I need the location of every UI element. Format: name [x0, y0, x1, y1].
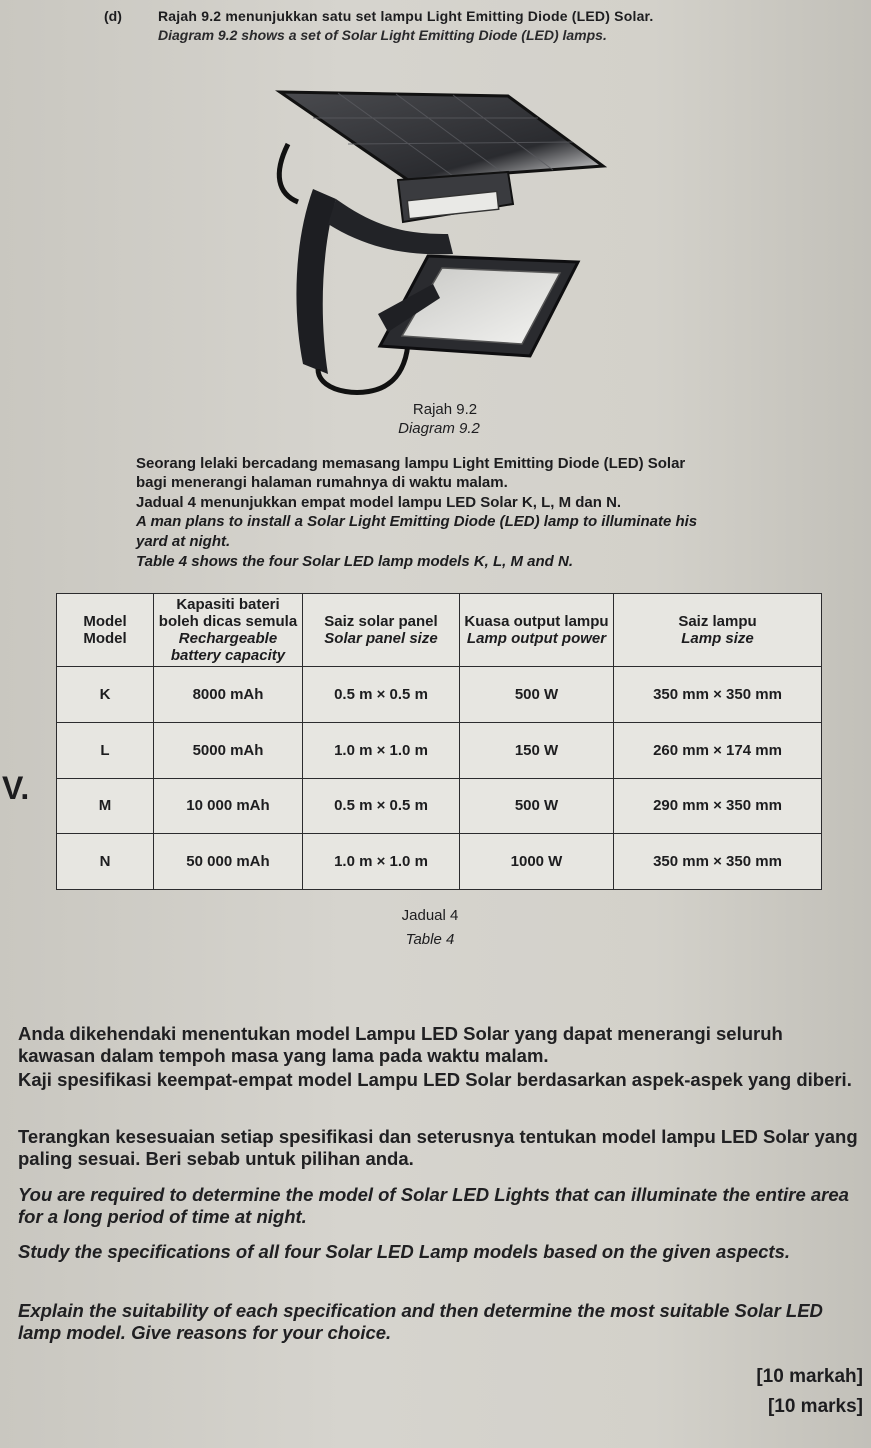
cell-solar-panel: 0.5 m × 0.5 m	[303, 778, 460, 834]
table-row	[57, 778, 822, 834]
cell-lamp-size: 350 mm × 350 mm	[614, 667, 822, 723]
context-ms-line-3: Jadual 4 menunjukkan empat model lampu LED Solar K, L, M dan N.	[136, 494, 622, 511]
intro-malay: Rajah 9.2 menunjukkan satu set lampu Light Emitting Diode (LED) Solar.	[158, 8, 654, 24]
cell-lamp-size: 350 mm × 350 mm	[614, 834, 822, 890]
task-ms-3: Terangkan kesesuaian setiap spesifikasi dan seterusnya tentukan model lampu LED Solar yang paling sesuai. Beri sebab untuk pilihan anda.	[18, 1126, 858, 1169]
cell-model: N	[57, 834, 154, 890]
intro-english: Diagram 9.2 shows a set of Solar Light Emitting Diode (LED) lamps.	[158, 27, 607, 43]
context-ms-line-1: Seorang lelaki bercadang memasang lampu Light Emitting Diode (LED) Solar	[136, 455, 686, 472]
cell-solar-panel: 1.0 m × 1.0 m	[303, 722, 460, 778]
diagram-caption-english: Diagram 9.2	[398, 420, 480, 437]
table-row	[57, 722, 822, 778]
cell-lamp-size: 290 mm × 350 mm	[614, 778, 822, 834]
cell-power: 1000 W	[460, 834, 614, 890]
cell-model: L	[57, 722, 154, 778]
task-ms-2: Kaji spesifikasi keempat-empat model Lampu LED Solar berdasarkan aspek-aspek yang diberi.	[18, 1069, 852, 1090]
cell-lamp-size: 260 mm × 174 mm	[614, 722, 822, 778]
header-solar-panel: Saiz solar panel Solar panel size	[303, 594, 460, 667]
cell-power: 150 W	[460, 722, 614, 778]
task-ms-1: Anda dikehendaki menentukan model Lampu LED Solar yang dapat menerangi seluruh kawasan dalam tempoh masa yang lama pada waktu malam.	[18, 1023, 783, 1066]
header-output-power: Kuasa output lampu Lamp output power	[460, 594, 614, 667]
table-caption-english: Table 4	[405, 931, 455, 948]
question-label: (d)	[104, 8, 122, 24]
cell-power: 500 W	[460, 778, 614, 834]
specification-table	[56, 593, 822, 890]
table-row	[57, 834, 822, 890]
task-en-3: Explain the suitability of each specification and then determine the most suitable Solar LED lamp model. Give reasons for your choice.	[18, 1300, 823, 1343]
header-battery: Kapasiti bateri boleh dicas semula Rechargeable battery capacity	[154, 594, 303, 667]
cell-battery: 8000 mAh	[154, 667, 303, 723]
cell-solar-panel: 1.0 m × 1.0 m	[303, 834, 460, 890]
cell-power: 500 W	[460, 667, 614, 723]
cell-battery: 5000 mAh	[154, 722, 303, 778]
cell-model: M	[57, 778, 154, 834]
header-lamp-size: Saiz lampu Lamp size	[614, 594, 822, 667]
cell-model: K	[57, 667, 154, 723]
context-en-line-1: A man plans to install a Solar Light Emitting Diode (LED) lamp to illuminate his	[136, 513, 698, 530]
handwritten-tick-mark: V.	[2, 770, 30, 806]
table-caption-malay: Jadual 4	[401, 907, 459, 924]
context-en-line-3: Table 4 shows the four Solar LED lamp models K, L, M and N.	[136, 553, 574, 570]
solar-led-lamp-diagram	[258, 84, 618, 402]
cell-solar-panel: 0.5 m × 0.5 m	[303, 667, 460, 723]
context-ms-line-2: bagi menerangi halaman rumahnya di waktu malam.	[136, 474, 508, 491]
table-row	[57, 667, 822, 723]
solar-panel-shape	[280, 92, 603, 180]
cell-battery: 50 000 mAh	[154, 834, 303, 890]
marks-english: [10 marks]	[767, 1396, 863, 1417]
task-en-2: Study the specifications of all four Solar LED Lamp models based on the given aspects.	[18, 1241, 791, 1262]
task-en-1: You are required to determine the model of Solar LED Lights that can illuminate the entire area for a long period of time at night.	[18, 1184, 849, 1227]
cell-battery: 10 000 mAh	[154, 778, 303, 834]
marks-malay: [10 markah]	[756, 1366, 863, 1387]
diagram-caption-malay: Rajah 9.2	[412, 401, 478, 418]
table-header-row	[57, 594, 822, 667]
context-en-line-2: yard at night.	[136, 533, 231, 550]
header-model: Model Model	[57, 594, 154, 667]
